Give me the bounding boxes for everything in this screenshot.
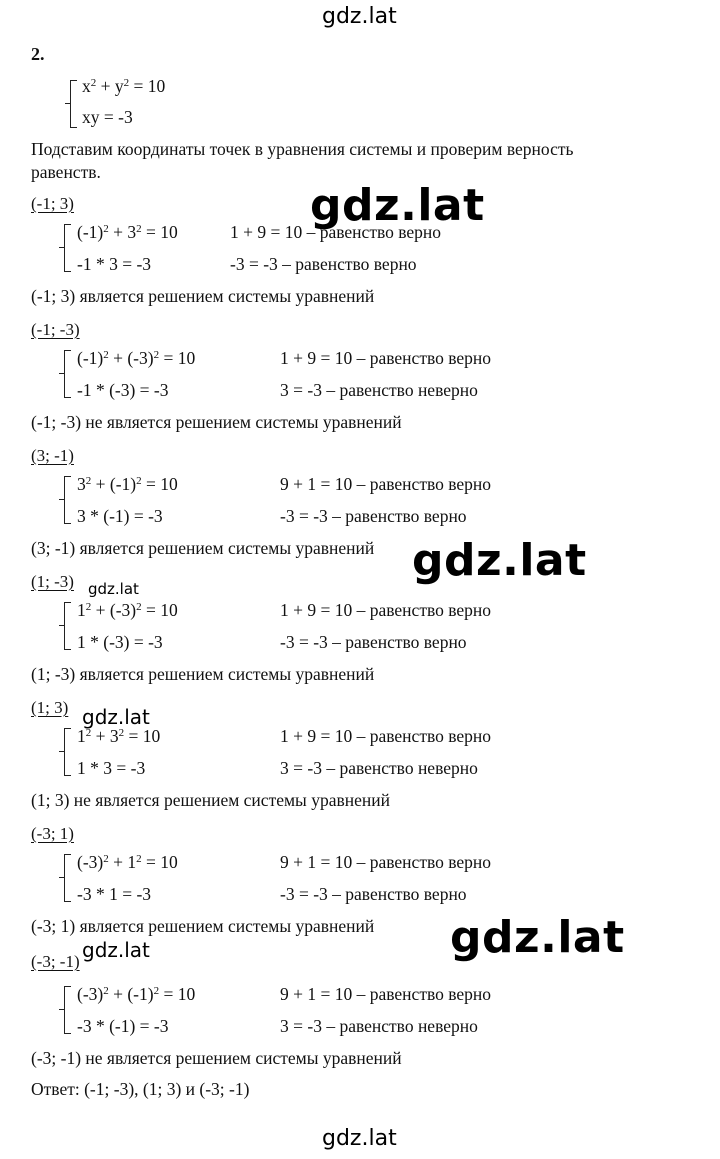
case-conclusion-5: (-3; 1) является решением системы уравнений (31, 916, 375, 936)
case-point-4: (1; 3) (31, 698, 69, 717)
case-point-5: (-3; 1) (31, 824, 74, 843)
case-brace-3 (64, 602, 71, 650)
case-conclusion-3: (1; -3) является решением системы уравнений (31, 664, 375, 684)
case-point-6: (-3; -1) (31, 952, 80, 971)
watermark-bottom: gdz.lat (322, 1126, 397, 1151)
case-brace-4 (64, 728, 71, 776)
case-check1-6: 9 + 1 = 10 – равенство верно (280, 984, 492, 1004)
case-check2-6: 3 = -3 – равенство неверно (280, 1016, 478, 1036)
problem-number: 2. (31, 44, 45, 64)
case-brace-6 (64, 986, 71, 1034)
case-point-0: (-1; 3) (31, 194, 74, 213)
system-eq2: xy = -3 (82, 107, 133, 127)
case-eq1-4: $1^2 + 3^2 = 10$ (77, 726, 161, 746)
watermark-large-3: gdz.lat (450, 912, 625, 963)
case-eq1-1: $(-1)^2 + (-3)^2 = 10$ (77, 348, 196, 368)
case-check2-1: 3 = -3 – равенство неверно (280, 380, 478, 400)
case-eq2-2: 3 * (-1) = -3 (77, 506, 163, 526)
case-brace-2 (64, 476, 71, 524)
case-conclusion-1: (-1; -3) не является решением системы уравнений (31, 412, 402, 432)
case-conclusion-2: (3; -1) является решением системы уравнений (31, 538, 375, 558)
case-point-1: (-1; -3) (31, 320, 80, 339)
case-eq2-1: -1 * (-3) = -3 (77, 380, 169, 400)
case-brace-0 (64, 224, 71, 272)
watermark-tiny: gdz.lat (88, 580, 139, 598)
watermark-large-1: gdz.lat (310, 180, 485, 231)
watermark-mid-1: gdz.lat (82, 705, 150, 729)
answer-line: Ответ: (-1; -3), (1; 3) и (-3; -1) (31, 1079, 250, 1099)
case-point-3: (1; -3) (31, 572, 74, 591)
case-check1-1: 1 + 9 = 10 – равенство верно (280, 348, 492, 368)
watermark-large-2: gdz.lat (412, 535, 587, 586)
case-conclusion-6: (-3; -1) не является решением системы уравнений (31, 1048, 402, 1068)
case-conclusion-0: (-1; 3) является решением системы уравнений (31, 286, 375, 306)
case-brace-5 (64, 854, 71, 902)
case-eq2-4: 1 * 3 = -3 (77, 758, 146, 778)
case-eq1-0: $(-1)^2 + 3^2 = 10$ (77, 222, 178, 242)
case-eq1-6: $(-3)^2 + (-1)^2 = 10$ (77, 984, 196, 1004)
case-eq1-3: $1^2 + (-3)^2 = 10$ (77, 600, 178, 620)
case-check1-2: 9 + 1 = 10 – равенство верно (280, 474, 492, 494)
case-check1-5: 9 + 1 = 10 – равенство верно (280, 852, 492, 872)
case-check2-2: -3 = -3 – равенство верно (280, 506, 467, 526)
system-eq1: $x^2 + y^2 = 10$ (82, 76, 166, 96)
case-check1-4: 1 + 9 = 10 – равенство верно (280, 726, 492, 746)
case-conclusion-4: (1; 3) не является решением системы уравнений (31, 790, 390, 810)
system-brace (70, 80, 77, 128)
intro-line-1: Подставим координаты точек в уравнения системы и проверим верность (31, 139, 574, 159)
case-eq1-5: $(-3)^2 + 1^2 = 10$ (77, 852, 178, 872)
watermark-mid-2: gdz.lat (82, 938, 150, 962)
case-check1-3: 1 + 9 = 10 – равенство верно (280, 600, 492, 620)
case-eq2-3: 1 * (-3) = -3 (77, 632, 163, 652)
intro-line-2: равенств. (31, 162, 101, 182)
case-check2-3: -3 = -3 – равенство верно (280, 632, 467, 652)
case-point-2: (3; -1) (31, 446, 74, 465)
case-brace-1 (64, 350, 71, 398)
case-check2-5: -3 = -3 – равенство верно (280, 884, 467, 904)
case-check1-0: 1 + 9 = 10 – равенство верно (230, 222, 442, 242)
case-eq1-2: $3^2 + (-1)^2 = 10$ (77, 474, 178, 494)
case-check2-0: -3 = -3 – равенство верно (230, 254, 417, 274)
watermark-top: gdz.lat (322, 4, 397, 29)
case-eq2-5: -3 * 1 = -3 (77, 884, 152, 904)
case-eq2-0: -1 * 3 = -3 (77, 254, 152, 274)
case-eq2-6: -3 * (-1) = -3 (77, 1016, 169, 1036)
case-check2-4: 3 = -3 – равенство неверно (280, 758, 478, 778)
